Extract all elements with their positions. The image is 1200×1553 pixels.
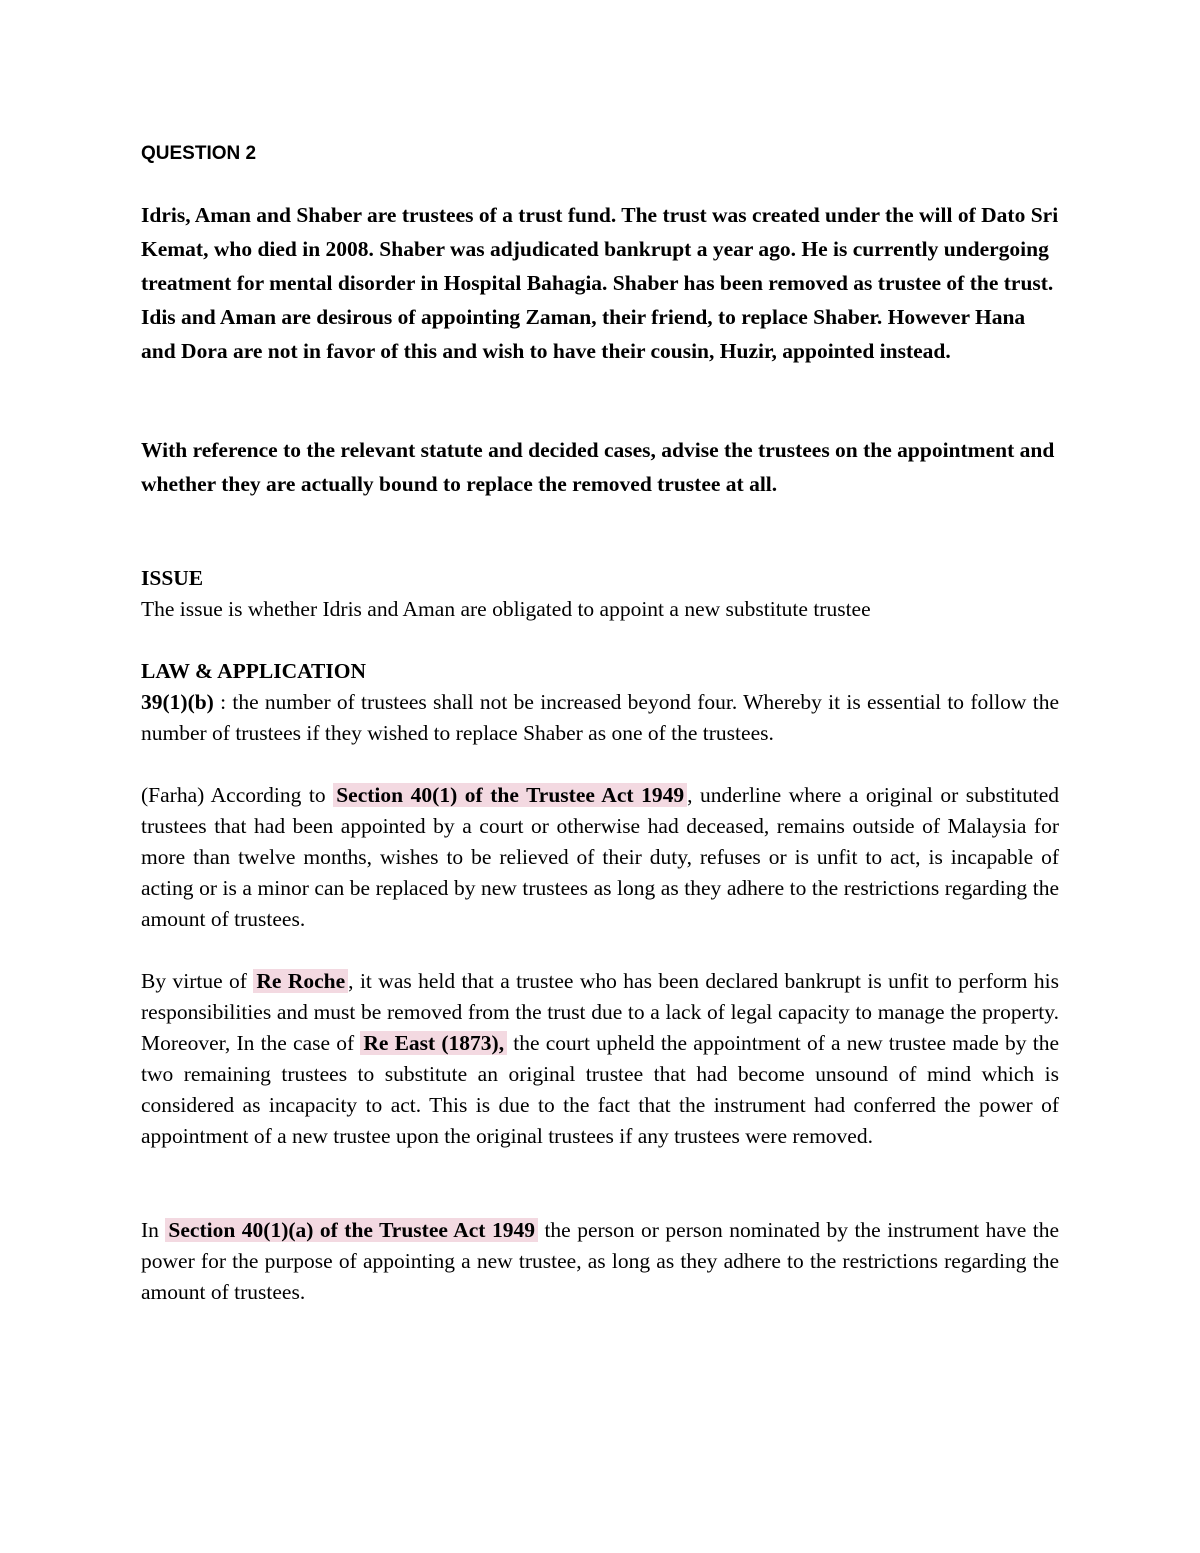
highlighted-case: Re Roche [253, 969, 348, 993]
question-heading: QUESTION 2 [141, 143, 257, 164]
statute-reference: 39(1)(b) [141, 690, 214, 714]
paragraph-text: : the number of trustees shall not be increased beyond four. Whereby it is essential to follow the number of trustees if they wished to replace Shaber as one of the trustees. [141, 690, 1059, 745]
paragraph-text: the court upheld the appointment of a new trustee made by the two remaining trustees to substitute an original trustee that had become unsound of mind which is considered as incapacity to act. This is due to the fact that the instrument had conferred the power of appointment of a new trustee upon the original trustees if any trustees were removed. [141, 1031, 1059, 1148]
law-paragraph-4 [141, 1215, 1059, 1308]
question-paragraph: Idris, Aman and Shaber are trustees of a trust fund. The trust was created under the will of Dato Sri Kemat, who died in 2008. Shaber was adjudicated bankrupt a year ago. He is currently undergoing treatment for mental disorder in Hospital Bahagia. Shaber has been removed as trustee of the trust. Idis and Aman are desirous of appointing Zaman, their friend, to replace Shaber. However Hana and Dora are not in favor of this and wish to have their cousin, Huzir, appointed instead. [141, 203, 1059, 363]
paragraph-text: , it was held that a trustee who has been declared bankrupt is unfit to perform his responsibilities and must be removed from the trust due to a lack of legal capacity to manage the property. Moreover, In the case of [141, 969, 1060, 1055]
paragraph-text: the person or person nominated by the instrument have the power for the purpose of appointing a new trustee, as long as they adhere to the restrictions regarding the amount of trustees. [141, 1218, 1059, 1304]
paragraph-text: In [141, 1218, 166, 1242]
law-paragraph-1 [141, 687, 1059, 749]
paragraph-text: (Farha) According to [141, 783, 334, 807]
law-paragraph-3 [141, 966, 1059, 1152]
paragraph-text: By virtue of [141, 969, 254, 993]
instruction-paragraph: With reference to the relevant statute and decided cases, advise the trustees on the appointment and whether they are actually bound to replace the removed trustee at all. [141, 438, 1055, 496]
highlighted-statute: Section 40(1) of the Trustee Act 1949 [333, 783, 687, 807]
paragraph-text: , underline where a original or substituted trustees that had been appointed by a court or otherwise had deceased, remains outside of Malaysia for more than twelve months, wishes to be relieved of their duty, refuses or is unfit to act, is incapable of acting or is a minor can be replaced by new trustees as long as they adhere to the restrictions regarding the amount of trustees. [141, 783, 1059, 931]
highlighted-statute: Section 40(1)(a) of the Trustee Act 1949 [165, 1218, 538, 1242]
law-heading: LAW & APPLICATION [141, 659, 366, 683]
issue-text: The issue is whether Idris and Aman are obligated to appoint a new substitute trustee [141, 597, 871, 621]
highlighted-case: Re East (1873), [360, 1031, 507, 1055]
issue-heading: ISSUE [141, 566, 204, 590]
law-paragraph-2 [141, 780, 1059, 935]
